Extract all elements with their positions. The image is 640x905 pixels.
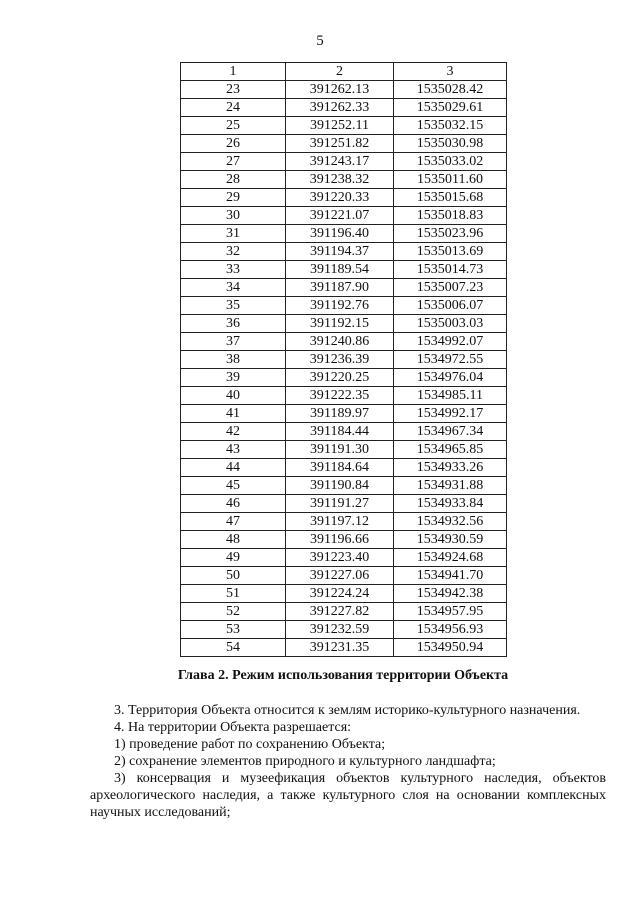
cell-coordinate-y: 1534965.85 — [394, 441, 507, 459]
cell-point-number: 27 — [181, 153, 286, 171]
cell-coordinate-x: 391184.64 — [286, 459, 394, 477]
cell-point-number: 48 — [181, 531, 286, 549]
cell-coordinate-y: 1535014.73 — [394, 261, 507, 279]
cell-point-number: 52 — [181, 603, 286, 621]
table-row — [181, 549, 507, 567]
paragraph-subitem-1: 1) проведение работ по сохранению Объекта; — [114, 737, 386, 752]
cell-coordinate-x: 391191.30 — [286, 441, 394, 459]
cell-coordinate-x: 391220.25 — [286, 369, 394, 387]
cell-point-number: 28 — [181, 171, 286, 189]
table-row — [181, 585, 507, 603]
table-row — [181, 477, 507, 495]
cell-point-number: 30 — [181, 207, 286, 225]
cell-coordinate-y: 1534942.38 — [394, 585, 507, 603]
table-row — [181, 117, 507, 135]
cell-coordinate-x: 391227.06 — [286, 567, 394, 585]
paragraph-subitem-2: 2) сохранение элементов природного и культурного ландшафта; — [114, 754, 496, 769]
coordinates-table — [180, 62, 507, 657]
cell-coordinate-y: 1535030.98 — [394, 135, 507, 153]
cell-coordinate-x: 391191.27 — [286, 495, 394, 513]
cell-coordinate-x: 391197.12 — [286, 513, 394, 531]
cell-coordinate-y: 1534941.70 — [394, 567, 507, 585]
table-row — [181, 441, 507, 459]
cell-coordinate-y: 1534957.95 — [394, 603, 507, 621]
cell-point-number: 53 — [181, 621, 286, 639]
page-number: 5 — [316, 33, 324, 49]
cell-point-number: 42 — [181, 423, 286, 441]
cell-coordinate-x: 391194.37 — [286, 243, 394, 261]
cell-coordinate-x: 391222.35 — [286, 387, 394, 405]
cell-point-number: 40 — [181, 387, 286, 405]
cell-coordinate-x: 391189.54 — [286, 261, 394, 279]
header-cell-point: 1 — [181, 63, 286, 81]
cell-coordinate-x: 391262.13 — [286, 81, 394, 99]
cell-coordinate-x: 391231.35 — [286, 639, 394, 657]
paragraph-item-4: 4. На территории Объекта разрешается: — [114, 720, 352, 735]
cell-point-number: 34 — [181, 279, 286, 297]
table-row — [181, 621, 507, 639]
cell-coordinate-x: 391184.44 — [286, 423, 394, 441]
cell-point-number: 23 — [181, 81, 286, 99]
cell-point-number: 43 — [181, 441, 286, 459]
cell-point-number: 54 — [181, 639, 286, 657]
cell-point-number: 25 — [181, 117, 286, 135]
cell-coordinate-y: 1535007.23 — [394, 279, 507, 297]
cell-point-number: 41 — [181, 405, 286, 423]
table-row — [181, 225, 507, 243]
cell-coordinate-x: 391262.33 — [286, 99, 394, 117]
cell-coordinate-y: 1534976.04 — [394, 369, 507, 387]
cell-coordinate-x: 391240.86 — [286, 333, 394, 351]
cell-point-number: 51 — [181, 585, 286, 603]
cell-point-number: 36 — [181, 315, 286, 333]
cell-coordinate-y: 1534985.11 — [394, 387, 507, 405]
table-row — [181, 639, 507, 657]
cell-coordinate-x: 391232.59 — [286, 621, 394, 639]
cell-coordinate-y: 1535006.07 — [394, 297, 507, 315]
cell-point-number: 46 — [181, 495, 286, 513]
cell-point-number: 26 — [181, 135, 286, 153]
cell-coordinate-x: 391227.82 — [286, 603, 394, 621]
table-row — [181, 279, 507, 297]
cell-point-number: 47 — [181, 513, 286, 531]
cell-coordinate-y: 1534950.94 — [394, 639, 507, 657]
cell-point-number: 45 — [181, 477, 286, 495]
table-row — [181, 153, 507, 171]
cell-coordinate-x: 391252.11 — [286, 117, 394, 135]
cell-coordinate-x: 391192.76 — [286, 297, 394, 315]
cell-coordinate-y: 1535032.15 — [394, 117, 507, 135]
cell-coordinate-y: 1534992.07 — [394, 333, 507, 351]
chapter-title: Глава 2. Режим использования территории Объекта — [177, 668, 509, 683]
cell-coordinate-x: 391196.66 — [286, 531, 394, 549]
cell-coordinate-x: 391243.17 — [286, 153, 394, 171]
cell-coordinate-y: 1535015.68 — [394, 189, 507, 207]
table-row — [181, 531, 507, 549]
body-text — [90, 702, 606, 821]
cell-coordinate-y: 1534933.84 — [394, 495, 507, 513]
table-row — [181, 207, 507, 225]
table-row — [181, 81, 507, 99]
cell-point-number: 38 — [181, 351, 286, 369]
table-row — [181, 99, 507, 117]
cell-point-number: 32 — [181, 243, 286, 261]
cell-coordinate-y: 1535011.60 — [394, 171, 507, 189]
paragraph-subitem-3: 3) консервация и музеефикация объектов культурного наследия, объектов археологического наследия, а также культурного слоя на основании комплексных научных исследований; — [90, 771, 606, 820]
table-row — [181, 495, 507, 513]
header-cell-x: 2 — [286, 63, 394, 81]
cell-coordinate-y: 1534956.93 — [394, 621, 507, 639]
cell-coordinate-x: 391236.39 — [286, 351, 394, 369]
table-row — [181, 387, 507, 405]
cell-coordinate-x: 391192.15 — [286, 315, 394, 333]
cell-point-number: 29 — [181, 189, 286, 207]
cell-coordinate-y: 1534930.59 — [394, 531, 507, 549]
cell-coordinate-y: 1535029.61 — [394, 99, 507, 117]
cell-coordinate-x: 391251.82 — [286, 135, 394, 153]
cell-point-number: 33 — [181, 261, 286, 279]
cell-coordinate-x: 391220.33 — [286, 189, 394, 207]
table-row — [181, 603, 507, 621]
cell-coordinate-y: 1535013.69 — [394, 243, 507, 261]
table-row — [181, 423, 507, 441]
cell-coordinate-y: 1534932.56 — [394, 513, 507, 531]
table-row — [181, 189, 507, 207]
cell-point-number: 35 — [181, 297, 286, 315]
cell-coordinate-x: 391187.90 — [286, 279, 394, 297]
paragraph-item-3: 3. Территория Объекта относится к землям историко-культурного назначения. — [114, 703, 581, 718]
cell-coordinate-y: 1534924.68 — [394, 549, 507, 567]
cell-coordinate-y: 1535033.02 — [394, 153, 507, 171]
table-row — [181, 459, 507, 477]
table-row — [181, 351, 507, 369]
cell-point-number: 50 — [181, 567, 286, 585]
cell-point-number: 44 — [181, 459, 286, 477]
cell-coordinate-y: 1535023.96 — [394, 225, 507, 243]
cell-coordinate-x: 391223.40 — [286, 549, 394, 567]
cell-point-number: 39 — [181, 369, 286, 387]
table-row — [181, 243, 507, 261]
table-row — [181, 405, 507, 423]
cell-coordinate-x: 391189.97 — [286, 405, 394, 423]
table-row — [181, 261, 507, 279]
cell-coordinate-y: 1534967.34 — [394, 423, 507, 441]
cell-coordinate-y: 1534933.26 — [394, 459, 507, 477]
table-body — [181, 63, 507, 657]
cell-coordinate-y: 1535018.83 — [394, 207, 507, 225]
cell-point-number: 24 — [181, 99, 286, 117]
table-row — [181, 567, 507, 585]
cell-coordinate-x: 391190.84 — [286, 477, 394, 495]
cell-coordinate-y: 1534931.88 — [394, 477, 507, 495]
cell-point-number: 49 — [181, 549, 286, 567]
header-cell-y: 3 — [394, 63, 507, 81]
table-row — [181, 369, 507, 387]
cell-coordinate-x: 391238.32 — [286, 171, 394, 189]
cell-point-number: 37 — [181, 333, 286, 351]
cell-coordinate-x: 391196.40 — [286, 225, 394, 243]
table-header-row — [181, 63, 507, 81]
table-row — [181, 297, 507, 315]
cell-coordinate-y: 1534992.17 — [394, 405, 507, 423]
cell-coordinate-x: 391224.24 — [286, 585, 394, 603]
table-row — [181, 135, 507, 153]
cell-point-number: 31 — [181, 225, 286, 243]
table-row — [181, 171, 507, 189]
table-row — [181, 315, 507, 333]
cell-coordinate-y: 1535003.03 — [394, 315, 507, 333]
cell-coordinate-x: 391221.07 — [286, 207, 394, 225]
cell-coordinate-y: 1535028.42 — [394, 81, 507, 99]
table-row — [181, 333, 507, 351]
cell-coordinate-y: 1534972.55 — [394, 351, 507, 369]
table-row — [181, 513, 507, 531]
